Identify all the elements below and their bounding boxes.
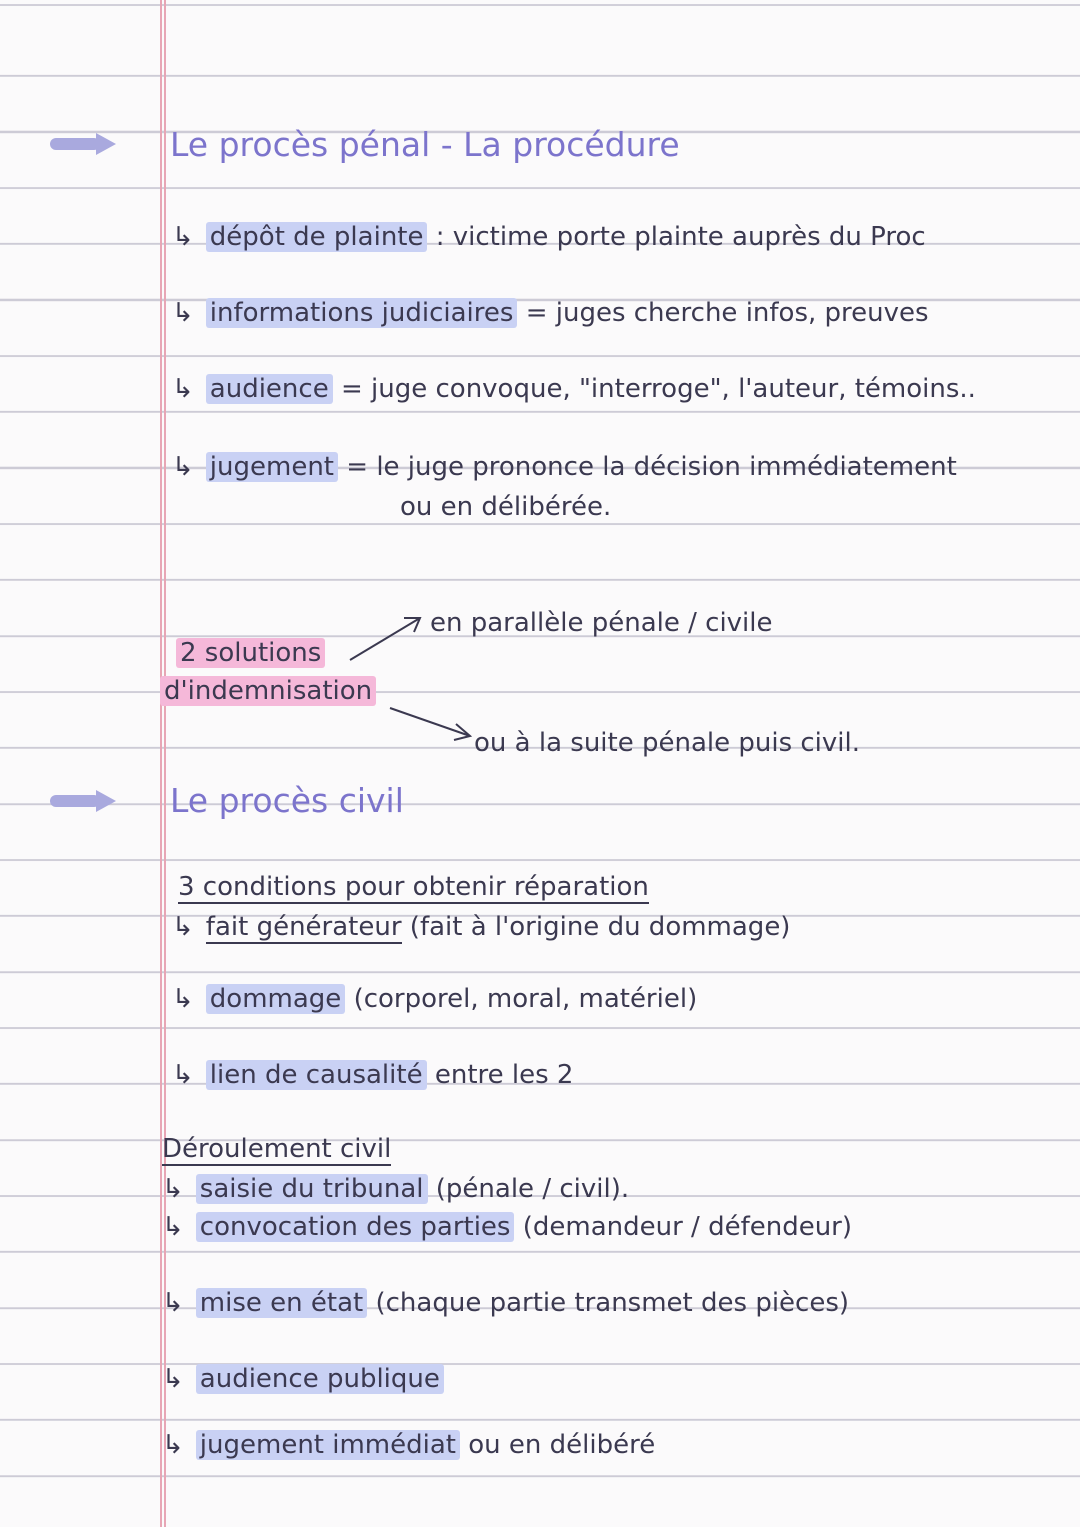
highlighted-term: saisie du tribunal bbox=[196, 1174, 428, 1204]
highlighted-term: audience publique bbox=[196, 1364, 444, 1394]
highlighted-term: audience bbox=[206, 374, 333, 404]
list-item: ↳ lien de causalité entre les 2 bbox=[172, 1060, 574, 1090]
section-title-penal: Le procès pénal - La procédure bbox=[170, 125, 680, 164]
solutions-label: 2 solutions bbox=[176, 638, 325, 668]
highlighted-term: convocation des parties bbox=[196, 1212, 515, 1242]
list-item: ↳ jugement immédiat ou en délibéré bbox=[162, 1430, 656, 1460]
deroulement-heading: Déroulement civil bbox=[162, 1134, 392, 1164]
highlighted-term: jugement immédiat bbox=[196, 1430, 460, 1460]
highlighted-term: dommage bbox=[206, 984, 346, 1014]
highlighted-term: jugement bbox=[206, 452, 338, 482]
list-item: ↳ informations judiciaires = juges cherche infos, preuves bbox=[172, 298, 929, 328]
solutions-label-2: d'indemnisation bbox=[160, 676, 376, 706]
highlighted-term: dépôt de plainte bbox=[206, 222, 428, 252]
list-item: ↳ jugement = le juge prononce la décision immédiatement bbox=[172, 452, 957, 482]
conditions-heading: 3 conditions pour obtenir réparation bbox=[178, 872, 649, 902]
list-item: ↳ mise en état (chaque partie transmet des pièces) bbox=[162, 1288, 850, 1318]
branch-sequential: ou à la suite pénale puis civil. bbox=[474, 728, 861, 758]
highlighted-term: lien de causalité bbox=[206, 1060, 427, 1090]
section-title-civil: Le procès civil bbox=[170, 781, 404, 820]
list-item: ↳ convocation des parties (demandeur / défendeur) bbox=[162, 1212, 853, 1242]
branch-parallel: en parallèle pénale / civile bbox=[430, 608, 773, 638]
list-item-continuation: ou en délibérée. bbox=[400, 492, 612, 522]
highlighted-term: informations judiciaires bbox=[206, 298, 518, 328]
list-item: ↳ saisie du tribunal (pénale / civil). bbox=[162, 1174, 630, 1204]
list-item: ↳ dommage (corporel, moral, matériel) bbox=[172, 984, 698, 1014]
highlighted-term: mise en état bbox=[196, 1288, 367, 1318]
section-arrow-icon bbox=[50, 790, 120, 812]
list-item: ↳ dépôt de plainte : victime porte plainte auprès du Proc bbox=[172, 222, 926, 252]
list-item: ↳ audience publique bbox=[162, 1364, 444, 1394]
list-item: ↳ fait générateur (fait à l'origine du dommage) bbox=[172, 912, 791, 942]
list-item: ↳ audience = juge convoque, "interroge", l'auteur, témoins.. bbox=[172, 374, 976, 404]
